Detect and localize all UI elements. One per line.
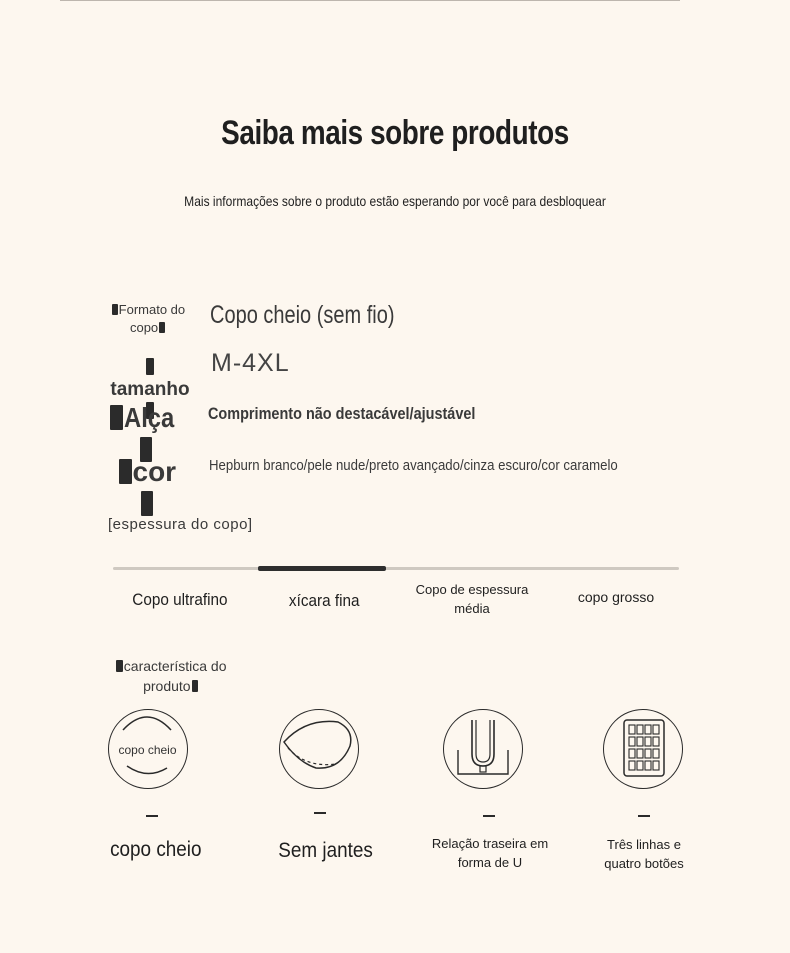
thickness-track (113, 567, 679, 570)
spec-value-strap: Comprimento não destacável/ajustável (208, 404, 476, 423)
spec-label-strap: Alça (108, 402, 184, 466)
full-cup-icon-text: copo cheio (118, 743, 177, 757)
bracket-glyph (116, 660, 122, 673)
spec-value-color: Hepburn branco/pele nude/preto avançado/cinza escuro/cor caramelo (209, 457, 618, 474)
wireless-icon (279, 709, 359, 789)
thickness-option-thick[interactable]: copo grosso (577, 589, 655, 605)
u-back-icon (443, 709, 523, 789)
feature-dash (638, 815, 650, 817)
thickness-option-thin[interactable]: xícara fina (288, 591, 360, 610)
feature-label-u-back: Relação traseira em forma de U (431, 836, 549, 870)
feature-dash (146, 815, 158, 817)
bracket-glyph (192, 680, 198, 693)
spec-label-color: cor (112, 456, 182, 520)
bracket-glyph (146, 358, 155, 375)
bracket-glyph (141, 491, 154, 516)
thickness-heading: [espessura do copo] (108, 516, 253, 533)
spec-label-cup-shape: Formato do copo (108, 301, 188, 337)
spec-label-size: tamanho (106, 357, 194, 423)
top-divider (60, 0, 680, 1)
hook-buttons-icon (603, 709, 683, 789)
thickness-option-medium[interactable]: Copo de espessura média (415, 582, 529, 616)
feature-dash (314, 812, 326, 814)
feature-label-full-cup: copo cheio (110, 838, 202, 861)
thickness-option-ultrathin[interactable]: Copo ultrafino (132, 590, 228, 609)
page-subtitle: Mais informações sobre o produto estão esperando por você para desbloquear (184, 193, 606, 209)
thickness-indicator (258, 566, 386, 571)
bracket-glyph (110, 405, 123, 430)
bracket-glyph (159, 322, 165, 334)
bracket-glyph (119, 459, 132, 484)
feature-heading: característica do produto (112, 656, 230, 696)
full-cup-icon (108, 709, 188, 789)
page-title: Saiba mais sobre produtos (221, 114, 569, 152)
feature-label-wireless: Sem jantes (278, 839, 374, 862)
feature-label-hook-buttons: Três linhas e quatro botões (604, 837, 684, 871)
feature-dash (483, 815, 495, 817)
spec-value-cup-shape: Copo cheio (sem fio) (210, 301, 395, 329)
spec-value-size: M-4XL (211, 349, 290, 377)
bracket-glyph (112, 304, 118, 316)
